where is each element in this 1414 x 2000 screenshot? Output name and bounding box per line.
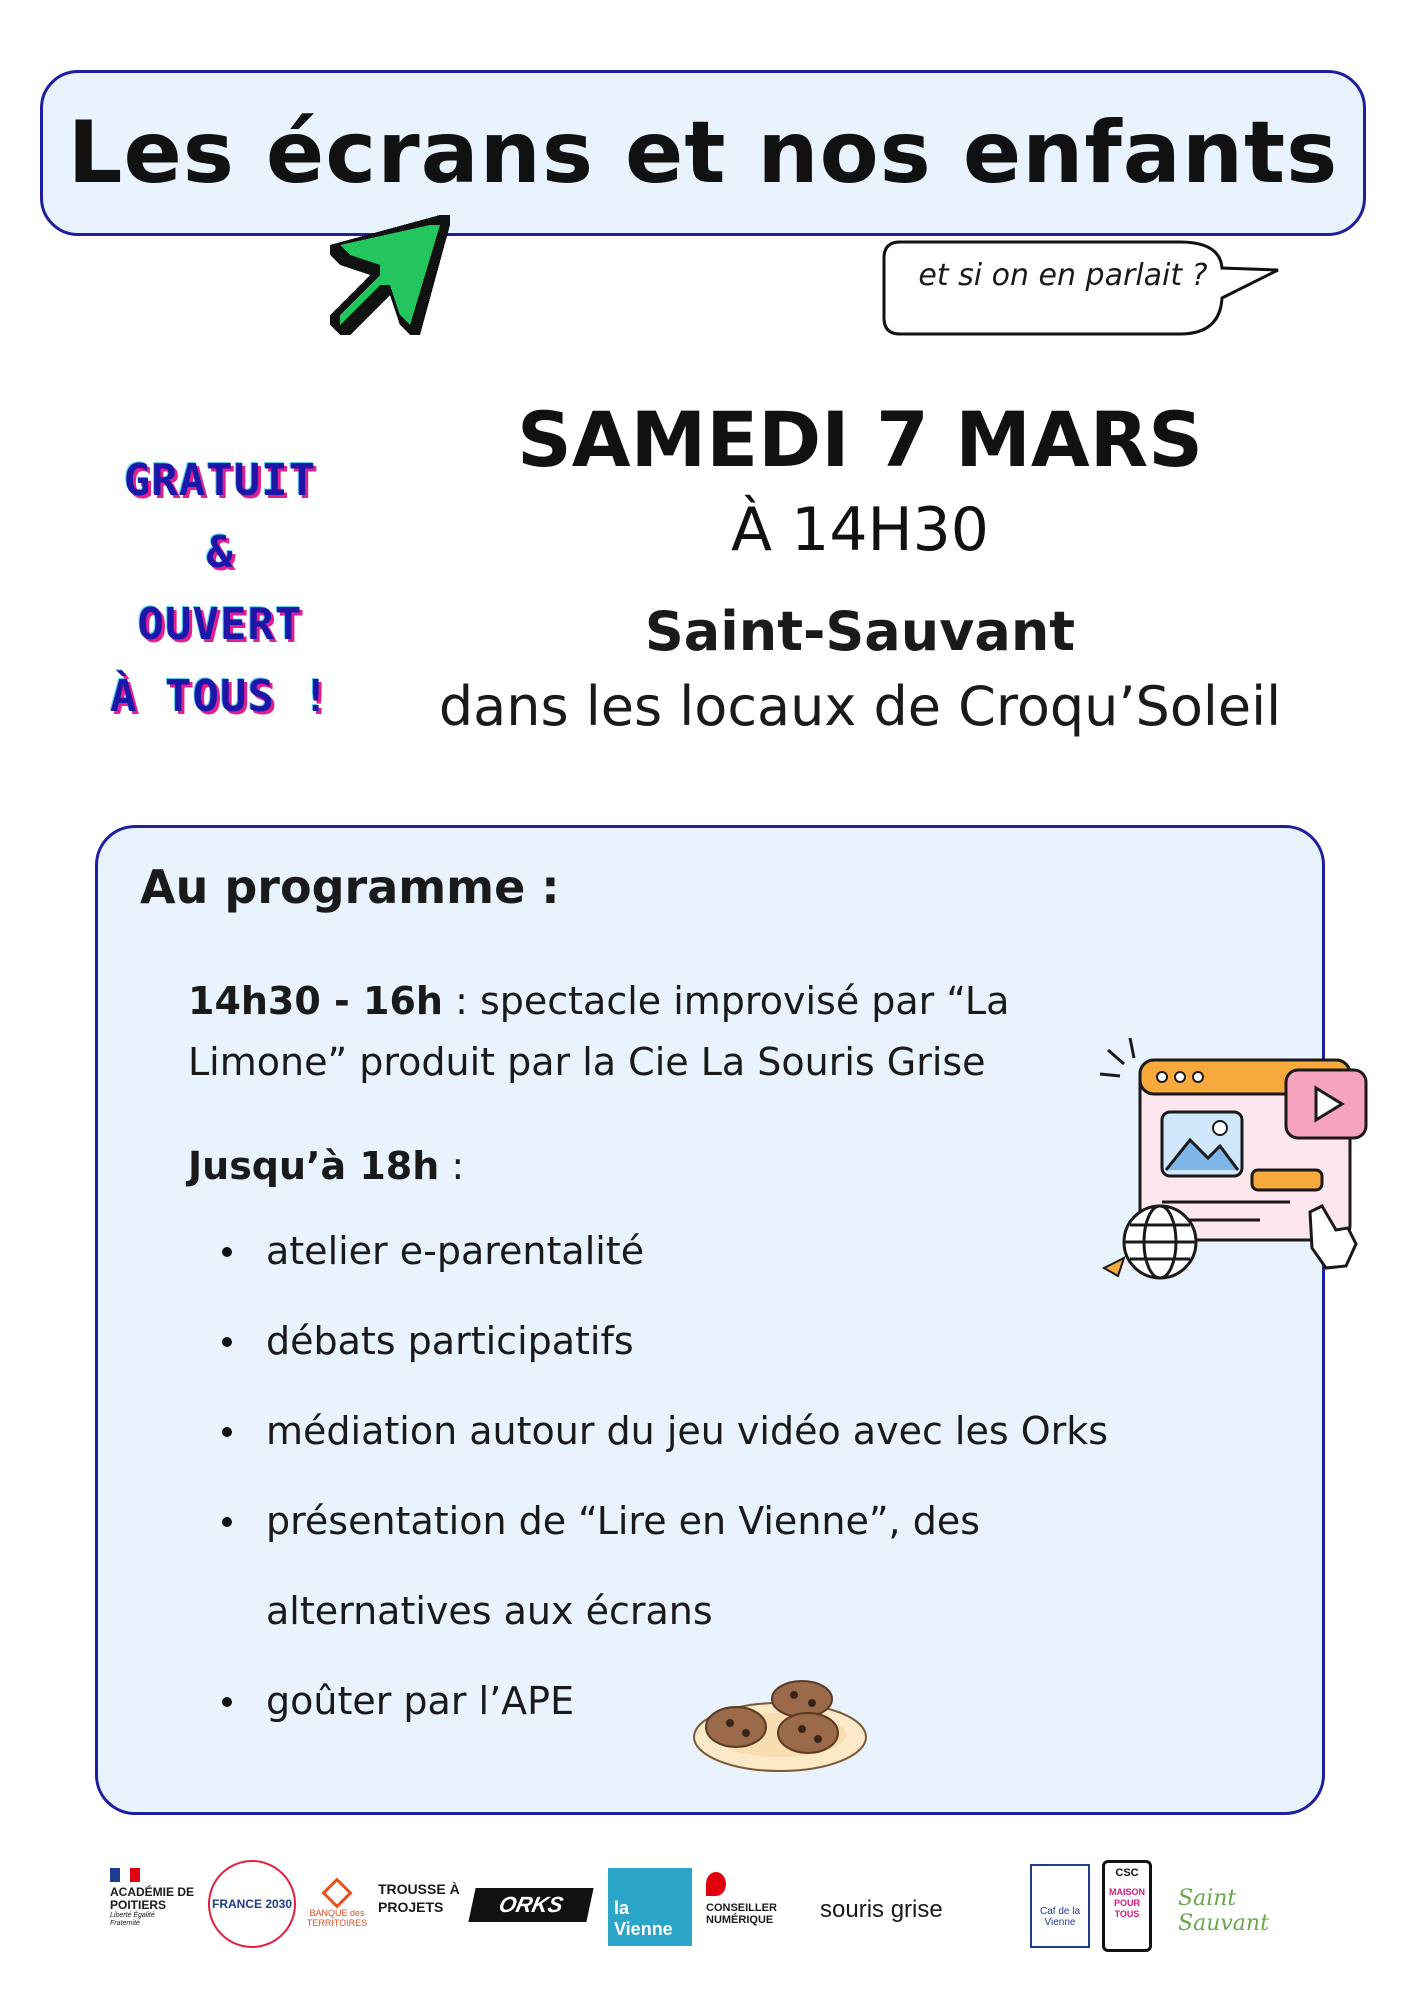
programme-slot-1 — [188, 975, 1088, 1027]
slot-1-separator: : — [442, 979, 480, 1023]
slot-1-text-line-2: Limone” produit par la Cie La Souris Grise — [188, 1040, 986, 1084]
logo-academie-text: ACADÉMIE DE POITIERS — [110, 1885, 195, 1912]
list-item — [218, 1675, 1108, 1765]
slot-2-time: Jusqu’à 18h — [188, 1144, 440, 1188]
logo-conseiller-text: CONSEILLER NUMÉRIQUE — [706, 1902, 777, 1926]
list-item — [218, 1495, 1108, 1675]
list-item — [218, 1315, 1108, 1405]
logo-academie-motto: Liberté Égalité Fraternité — [110, 1912, 155, 1927]
free-badge-line: À TOUS ! — [110, 671, 330, 722]
cookies-plate-illustration — [690, 1665, 870, 1775]
logo-caf: Caf de la Vienne — [1030, 1864, 1090, 1948]
logo-banque-territoires — [302, 1882, 372, 1928]
partner-logos — [110, 1860, 1310, 1960]
logo-mpt-text: MAISON POUR TOUS — [1109, 1887, 1145, 1919]
logo-france-2030 — [208, 1860, 296, 1948]
list-item-text: goûter par l’APE — [266, 1679, 575, 1723]
list-item — [218, 1405, 1108, 1495]
logo-souris-grise: souris grise — [820, 1896, 943, 1923]
free-badge-line: & — [206, 527, 234, 578]
logo-csc-text: CSC — [1115, 1867, 1139, 1879]
speech-bubble-text: et si on en parlait ? — [918, 258, 1208, 293]
logo-academie — [110, 1868, 200, 1928]
list-item-text: médiation autour du jeu vidéo avec les Orks — [266, 1409, 1109, 1453]
programme-title: Au programme : — [140, 860, 560, 914]
hexagon-icon — [321, 1877, 352, 1908]
page-title: Les écrans et nos enfants — [67, 103, 1339, 203]
list-item-text: présentation de “Lire en Vienne”, des — [266, 1499, 981, 1543]
flag-icon — [110, 1868, 140, 1882]
free-badge — [70, 445, 370, 733]
logo-conseiller-numerique — [706, 1872, 790, 1926]
event-venue: dans les locaux de Croqu’Soleil — [438, 675, 1282, 738]
slot-2-separator: : — [439, 1144, 465, 1188]
event-time: À 14H30 — [731, 495, 989, 565]
list-item — [218, 1225, 1108, 1315]
list-item-text: atelier e-parentalité — [266, 1229, 645, 1273]
slot-1-text: spectacle improvisé par “La — [479, 979, 1010, 1023]
logo-france-2030-text: FRANCE 2030 — [211, 1897, 293, 1911]
logo-vienne-text: la Vienne — [614, 1898, 673, 1939]
logo-saint-sauvant: Saint Sauvant — [1178, 1886, 1269, 1936]
list-item-text-line-2: alternatives aux écrans — [266, 1589, 713, 1633]
logo-banque-text: BANQUE des TERRITOIRES — [306, 1908, 368, 1928]
event-date: SAMEDI 7 MARS — [517, 395, 1203, 484]
free-badge-line: GRATUIT — [123, 455, 317, 506]
programme-slot-2 — [188, 1140, 1088, 1192]
logo-trousse-projets: TROUSSE À PROJETS — [378, 1881, 460, 1915]
event-place: Saint-Sauvant — [644, 600, 1076, 663]
title-banner — [40, 70, 1366, 236]
list-item-text: débats participatifs — [266, 1319, 634, 1363]
slot-1-time: 14h30 - 16h — [188, 979, 443, 1023]
programme-list — [218, 1225, 1108, 1765]
logo-orks: ORKS — [468, 1888, 593, 1922]
free-badge-line: OUVERT — [137, 599, 303, 650]
logo-maison-pour-tous — [1102, 1860, 1152, 1952]
logo-vienne — [608, 1868, 692, 1946]
web-browser-illustration — [1090, 1030, 1380, 1280]
map-pin-icon — [706, 1872, 726, 1896]
pixel-cursor-icon — [300, 205, 460, 365]
